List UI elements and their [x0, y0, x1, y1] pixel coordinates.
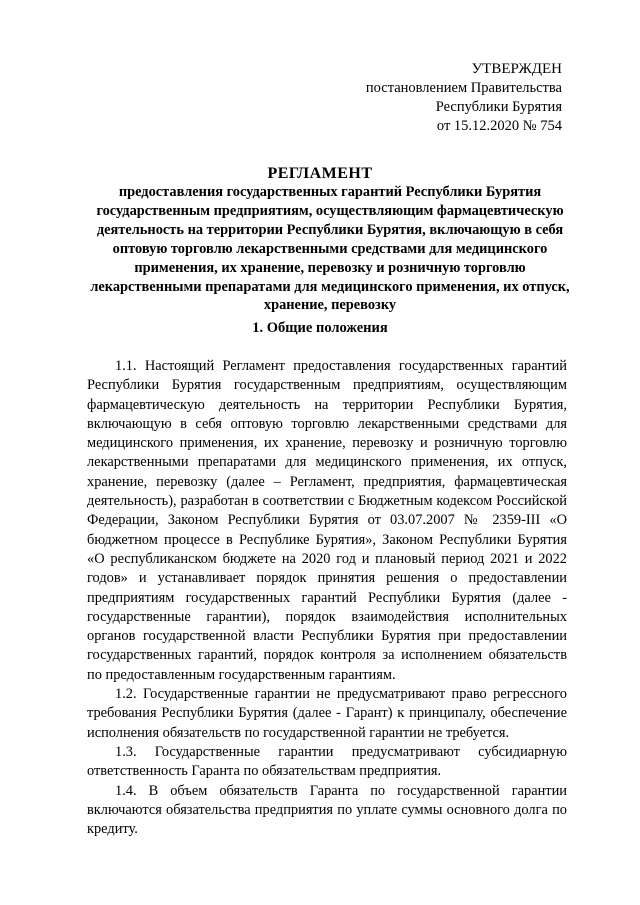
- approval-line-2: Республики Бурятия: [435, 99, 562, 115]
- approval-title: УТВЕРЖДЕН: [471, 61, 562, 77]
- section-heading: 1. Общие положения: [252, 320, 388, 336]
- approval-line-3: от 15.12.2020 № 754: [436, 118, 562, 134]
- paragraph-1-2: 1.2. Государственные гарантии не предусматривают право регрессного требования Республики Бурятия (далее - Гарант) к принципалу, обеспечение исполнения обязательств по государственной гарантии не требуется.: [87, 686, 567, 741]
- paragraph-1-3: 1.3. Государственные гарантии предусматривают субсидиарную ответственность Гаранта по обязательствам предприятия.: [87, 743, 567, 780]
- approval-block: [366, 60, 562, 136]
- section-body: [87, 357, 567, 839]
- document-title: РЕГЛАМЕНТ: [267, 165, 373, 182]
- paragraph-1-1: 1.1. Настоящий Регламент предоставления государственных гарантий Республики Бурятия государственным предприятиям, осуществляющим фармацевтическую деятельность на территории Республики Бурятия, включающую в себя оптовую торговлю лекарственными средствами для медицинского применения, их хранение, перевозку и розничную торговлю лекарственными препаратами для медицинского применения, их отпуск, хранение, перевозку (далее – Регламент, предприятия, фармацевтическая деятельность), разработан в соответствии с Бюджетным кодексом Российской Федерации, Законом Республики Бурятия от 03.07.2007 № 2359-III «О бюджетном процессе в Республике Бурятия», Законом Республики Бурятия «О республиканском бюджете на 2020 год и плановый период 2021 и 2022 годов» и устанавливает порядок принятия решения о предоставлении предприятиям государственных гарантий Республики Бурятия (далее - государственные гарантии), порядок взаимодействия исполнительных органов государственной власти Республики Бурятия при предоставлении государственных гарантий, порядок контроля за исполнением обязательств по предоставленным государственным гарантиям.: [87, 358, 567, 683]
- approval-line-1: постановлением Правительства: [365, 80, 562, 96]
- document-subtitle: предоставления государственных гарантий Республики Бурятия государственным предприятиям, осуществляющим фармацевтическую деятельность на территории Республики Бурятия, включающую в себя оптовую торговлю лекарственными средствами для медицинского применения, их хранение, перевозку и розничную торговлю лекарственными препаратами для медицинского применения, их отпуск, хранение, перевозку: [90, 184, 570, 314]
- paragraph-1-4: 1.4. В объем обязательств Гаранта по государственной гарантии включаются обязательства предприятия по уплате суммы основного долга по кредиту.: [87, 782, 567, 838]
